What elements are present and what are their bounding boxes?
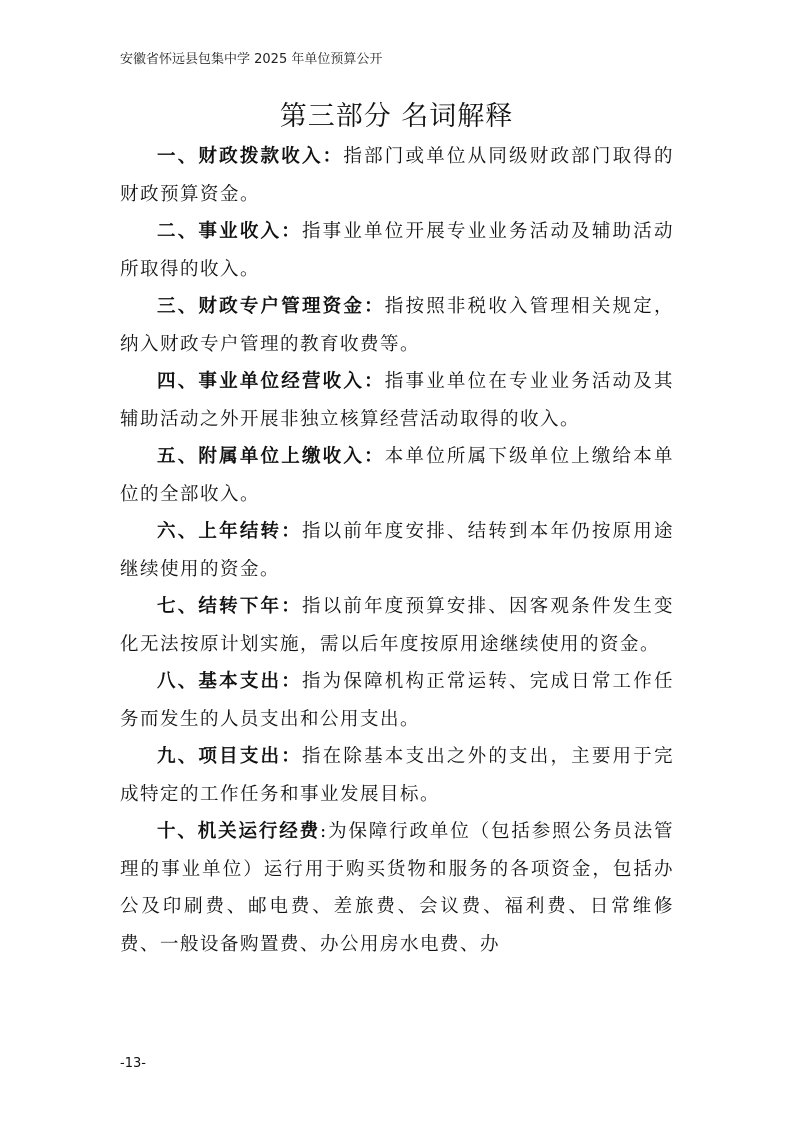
definition-term: 二、事业收入： xyxy=(157,221,302,242)
definition-term: 五、附属单位上缴收入： xyxy=(157,446,385,467)
definition-term: 十、机关运行经费 xyxy=(157,821,320,842)
definitions-body xyxy=(120,138,674,963)
definition-6 xyxy=(120,513,674,588)
definition-4 xyxy=(120,363,674,438)
definition-1 xyxy=(120,138,674,213)
definition-term: 四、事业单位经营收入： xyxy=(157,371,385,392)
definition-text: 指事业单位开展专业业务活动及辅助活动所取得的收入。 xyxy=(120,221,674,280)
definition-text: 指部门或单位从同级财政部门取得的财政预算资金。 xyxy=(120,146,674,205)
definition-9 xyxy=(120,738,674,813)
definition-text: :为保障行政单位（包括参照公务员法管理的事业单位）运行用于购买货物和服务的各项资金，包括办公及印刷费、邮电费、差旅费、会议费、福利费、日常维修费、一般设备购置费、办公用房水电费、办 xyxy=(120,821,674,955)
page-number: -13- xyxy=(120,1056,146,1071)
definition-10 xyxy=(120,813,674,963)
definition-text: 指按照非税收入管理相关规定，纳入财政专户管理的教育收费等。 xyxy=(120,296,674,355)
definition-3 xyxy=(120,288,674,363)
definition-text: 指事业单位在专业业务活动及其辅助活动之外开展非独立核算经营活动取得的收入。 xyxy=(120,371,674,430)
definition-term: 六、上年结转： xyxy=(157,521,302,542)
definition-5 xyxy=(120,438,674,513)
definition-term: 一、财政拨款收入： xyxy=(157,146,344,167)
definition-7 xyxy=(120,588,674,663)
definition-text: 指以前年度安排、结转到本年仍按原用途继续使用的资金。 xyxy=(120,521,674,580)
definition-2 xyxy=(120,213,674,288)
definition-text: 本单位所属下级单位上缴给本单位的全部收入。 xyxy=(120,446,674,505)
definition-term: 九、项目支出： xyxy=(157,746,302,767)
definition-text: 指在除基本支出之外的支出，主要用于完成特定的工作任务和事业发展目标。 xyxy=(120,746,674,805)
definition-term: 三、财政专户管理资金： xyxy=(157,296,385,317)
definition-text: 指为保障机构正常运转、完成日常工作任务而发生的人员支出和公用支出。 xyxy=(120,671,674,730)
definition-term: 七、结转下年： xyxy=(157,596,302,617)
definition-term: 八、基本支出： xyxy=(157,671,302,692)
section-title: 第三部分 名词解释 xyxy=(279,101,514,132)
definition-text: 指以前年度预算安排、因客观条件发生变化无法按原计划实施，需以后年度按原用途继续使用的资金。 xyxy=(120,596,674,655)
page-header: 安徽省怀远县包集中学 2025 年单位预算公开 xyxy=(120,52,383,67)
definition-8 xyxy=(120,663,674,738)
